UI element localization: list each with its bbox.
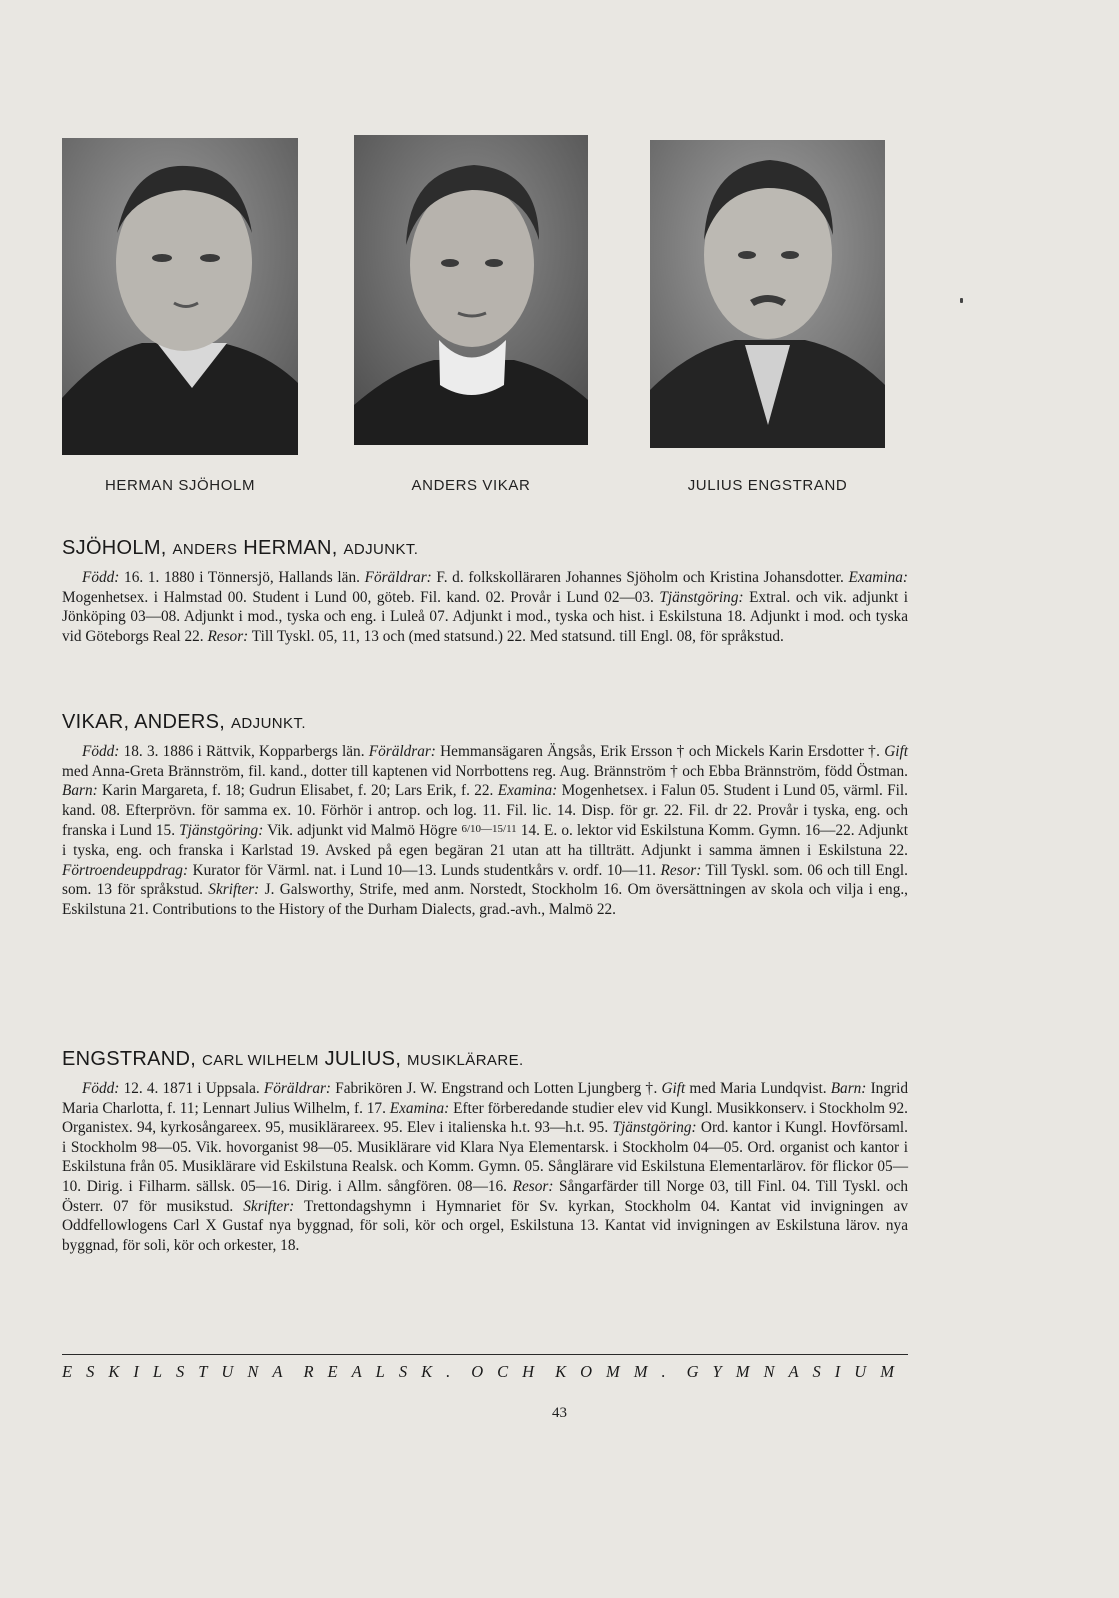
- field-label: Gift: [884, 743, 908, 760]
- entry-surname: ENGSTRAND,: [62, 1048, 197, 1070]
- biography-entry: [62, 710, 908, 919]
- photo-caption: JULIUS ENGSTRAND: [687, 477, 848, 494]
- field-label: Föräldrar:: [368, 743, 436, 760]
- field-label: Född:: [82, 743, 120, 760]
- entry-heading: [62, 710, 908, 736]
- biography-entry: [62, 536, 908, 646]
- field-label: Resor:: [512, 1177, 554, 1195]
- entry-title: MUSIKLÄRARE.: [407, 1052, 524, 1069]
- entry-body: Född: 18. 3. 1886 i Rättvik, Kopparbergs län. Föräldrar: Hemmansägaren Ängsås, Erik Ersson † och Mickels Karin Ersdotter †. Gift med Anna-Greta Brännström, fil. kand., dotter till kaptenen vid Norrbottens reg. Aug. Brännström † och Ebba Brännström, född Östman. Barn: Karin Margareta, f. 18; Gudrun Elisabet, f. 20; Lars Erik, f. 22. Examina: Mogenhetsex. i Falun 05. Student i Lund 05, värml. Fil. kand. 08. Efterprövn. för samma ex. 10. Förhör i antrop. och log. 11. Fil. lic. 14. Disp. för gr. 22. Fil. dr 22. Provår i tyska, eng. och franska i Lund 15. Tjänstgöring: Vik. adjunkt vid Malmö Högre 6/10—15/11 14. E. o. lektor vid Eskilstuna Komm. Gymn. 16—22. Adjunkt i tyska, eng. och franska i Karlstad 19. Avsked på egen begäran 21 utan att ha tillträtt. Adjunkt i samma ämnen i Eskilstuna 22. Förtroendeuppdrag: Kurator för Värml. nat. i Lund 10—13. Lunds studentkårs v. ordf. 10—11. Resor: Till Tyskl. som. 06 och till Engl. som. 13 för språkstud. Skrifter: J. Galsworthy, Strife, med anm. Norstedt, Stockholm 16. Om översättningen av skola och vilja i eng., Eskilstuna 21. Contributions to the History of the Durham Dialects, grad.-avh., Malmö 22.: [62, 743, 909, 918]
- field-label: Född:: [82, 1080, 120, 1097]
- running-footer: [62, 1362, 908, 1382]
- field-label: Gift: [661, 1080, 686, 1097]
- portrait-photo-vikar: [354, 135, 588, 445]
- entry-call-name: JULIUS,: [324, 1048, 402, 1070]
- entry-call-name: HERMAN,: [243, 537, 338, 559]
- field-label: Resor:: [207, 627, 249, 645]
- footer-word: OCH: [471, 1362, 549, 1381]
- field-label: Examina:: [389, 1099, 450, 1117]
- entry-title: ADJUNKT.: [343, 541, 419, 558]
- entry-heading: [62, 1047, 908, 1073]
- date-range-fraction: 6/10—15/11: [461, 823, 517, 836]
- footer-word: KOMM.: [555, 1362, 680, 1381]
- footer-word: REALSK.: [303, 1362, 465, 1381]
- entry-given-names: ANDERS: [172, 541, 238, 558]
- entry-body: Född: 12. 4. 1871 i Uppsala. Föräldrar: Fabrikören J. W. Engstrand och Lotten Ljungberg †. Gift med Maria Lundqvist. Barn: Ingrid Maria Charlotta, f. 11; Lennart Julius Wilhelm, f. 17. Examina: Efter förberedande studier elev vid Kungl. Musikkonserv. i Stockholm 92. Organistex. 94, kyrkosångareex. 95, musiklärareex. 95. Elev i italienska h.t. 93—h.t. 95. Tjänstgöring: Ord. kantor i Kungl. Hovförsaml. i Stockholm 98—05. Vik. hovorganist 98—05. Musiklärare vid Klara Nya Elementarsk. i Stockholm 04—05. Ord. organist och kantor i Eskilstuna från 05. Musiklärare vid Eskilstuna Realsk. och Komm. Gymn. 05. Sånglärare vid Eskilstuna Elementarlärov. för flickor 05—10. Dirig. i Filharm. sällsk. 05—16. Dirig. i Allm. sångfören. 08—16. Resor: Sångarfärder till Norge 03, till Finl. 04. Till Tyskl. och Österr. 07 för musikstud. Skrifter: Trettondagshymn i Hymnariet för Sv. kyrkan, Stockholm 04. Kantat vid invigningen av Oddfellowlogens Carl X Gustaf nya byggnad, för soli, kör och orgel, Eskilstuna 13. Kantat vid invigningen av Eskilstuna lärov. nya byggnad, för soli, kör och orkester, 18.: [62, 1080, 908, 1254]
- field-label: Resor:: [660, 861, 702, 879]
- entry-title: ADJUNKT.: [231, 715, 306, 732]
- field-label: Förtroendeuppdrag:: [62, 861, 189, 879]
- field-label: Född:: [82, 569, 120, 586]
- field-label: Barn:: [830, 1080, 867, 1097]
- field-label: Skrifter:: [208, 881, 260, 899]
- footer-word: GYMNASIUM: [686, 1362, 908, 1381]
- field-label: Barn:: [62, 782, 98, 800]
- entry-given-names: CARL WILHELM: [201, 1052, 319, 1069]
- field-label: Tjänstgöring:: [179, 822, 264, 840]
- photo-caption: ANDERS VIKAR: [411, 477, 531, 494]
- footer-rule: [62, 1354, 908, 1355]
- field-label: Skrifter:: [243, 1197, 295, 1215]
- field-label: Föräldrar:: [263, 1080, 332, 1097]
- footer-word: ESKILSTUNA: [62, 1362, 297, 1381]
- entry-call-name: ANDERS,: [134, 711, 226, 733]
- entry-surname: SJÖHOLM,: [62, 537, 167, 559]
- field-label: Examina:: [497, 782, 558, 800]
- entry-surname: VIKAR,: [62, 711, 130, 733]
- biography-entry: [62, 1047, 908, 1255]
- field-label: Föräldrar:: [364, 569, 432, 586]
- print-speck: [960, 298, 963, 303]
- field-label: Examina:: [848, 569, 908, 586]
- field-label: Tjänstgöring:: [612, 1119, 697, 1137]
- entry-heading: [62, 536, 908, 562]
- page-number: 43: [552, 1405, 567, 1421]
- photo-caption: HERMAN SJÖHOLM: [104, 477, 256, 494]
- entry-body: Född: 16. 1. 1880 i Tönnersjö, Hallands län. Föräldrar: F. d. folkskolläraren Johannes Sjöholm och Kristina Johansdotter. Examina: Mogenhetsex. i Halmstad 00. Student i Lund 00, göteb. Fil. kand. 02. Provår i Lund 02—03. Tjänstgöring: Extral. och vik. adjunkt i Jönköping 03—08. Adjunkt i mod., tyska och eng. i Luleå 07. Adjunkt i mod., tyska och hist. i Eskilstuna 18. Adjunkt i mod. och tyska vid Göteborgs Real 22. Resor: Till Tyskl. 05, 11, 13 och (med statsund.) 22. Med statsund. till Engl. 08, för språkstud.: [62, 569, 908, 645]
- portrait-photo-engstrand: [650, 140, 885, 448]
- field-label: Tjänstgöring:: [659, 588, 744, 606]
- portrait-photo-sjoholm: [62, 138, 298, 455]
